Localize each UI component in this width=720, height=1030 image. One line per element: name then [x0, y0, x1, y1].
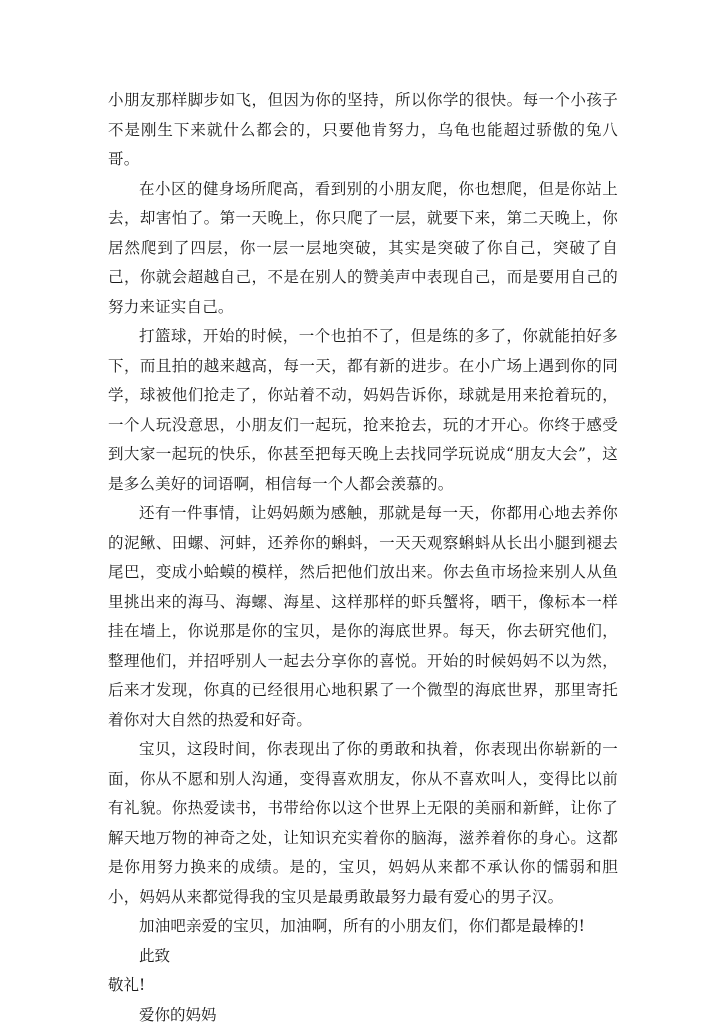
- closing-salute: 敬礼!: [108, 971, 618, 1001]
- paragraph-5: 宝贝，这段时间，你表现出了你的勇敢和执着，你表现出你崭新的一面，你从不愿和别人沟通，变得喜欢朋友，你从不喜欢叫人，变得比以前有礼貌。你热爱读书，书带给你以这个世界上无限的美丽和新鲜，让你了解天地万物的神奇之处，让知识充实着你的脑海，滋养着你的身心。这都是你用努力换来的成绩。是的，宝贝，妈妈从来都不承认你的懦弱和胆小，妈妈从来都觉得我的宝贝是最勇敢最努力最有爱心的男子汉。: [108, 735, 618, 912]
- closing-greeting: 此致: [108, 942, 618, 972]
- paragraph-6: 加油吧亲爱的宝贝，加油啊，所有的小朋友们，你们都是最棒的!: [108, 912, 618, 942]
- letter-body: [108, 86, 618, 1030]
- signature: 爱你的妈妈: [108, 1001, 618, 1030]
- paragraph-2: 在小区的健身场所爬高，看到别的小朋友爬，你也想爬，但是你站上去，却害怕了。第一天晚上，你只爬了一层，就要下来，第二天晚上，你居然爬到了四层，你一层一层地突破，其实是突破了你自己，突破了自己，你就会超越自己，不是在别人的赞美声中表现自己，而是要用自己的努力来证实自己。: [108, 175, 618, 323]
- paragraph-1: 小朋友那样脚步如飞，但因为你的坚持，所以你学的很快。每一个小孩子不是刚生下来就什么都会的，只要他肯努力，乌龟也能超过骄傲的兔八哥。: [108, 86, 618, 175]
- paragraph-4: 还有一件事情，让妈妈颇为感触，那就是每一天，你都用心地去养你的泥鳅、田螺、河蚌，还养你的蝌蚪，一天天观察蝌蚪从长出小腿到褪去尾巴，变成小蛤蟆的模样，然后把他们放出来。你去鱼市场捡来别人从鱼里挑出来的海马、海螺、海星、这样那样的虾兵蟹将，晒干，像标本一样挂在墙上，你说那是你的宝贝，是你的海底世界。每天，你去研究他们，整理他们，并招呼别人一起去分享你的喜悦。开始的时候妈妈不以为然，后来才发现，你真的已经很用心地积累了一个微型的海底世界，那里寄托着你对大自然的热爱和好奇。: [108, 499, 618, 735]
- paragraph-3: 打篮球，开始的时候，一个也拍不了，但是练的多了，你就能拍好多下，而且拍的越来越高，每一天，都有新的进步。在小广场上遇到你的同学，球被他们抢走了，你站着不动，妈妈告诉你，球就是用来抢着玩的，一个人玩没意思，小朋友们一起玩，抢来抢去，玩的才开心。你终于感受到大家一起玩的快乐，你甚至把每天晚上去找同学玩说成“朋友大会”，这是多么美好的词语啊，相信每一个人都会羡慕的。: [108, 322, 618, 499]
